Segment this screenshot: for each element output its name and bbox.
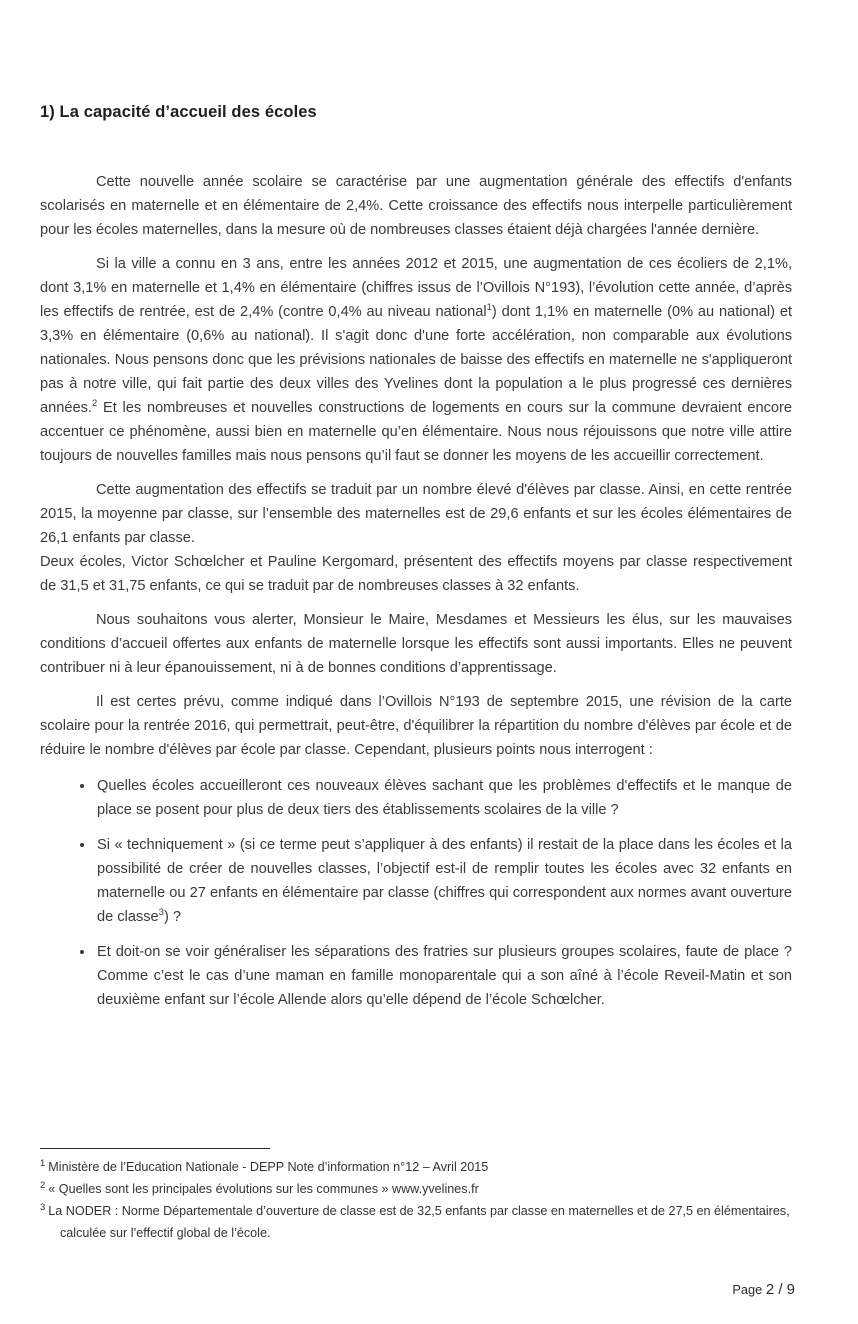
- page-number: [732, 1281, 795, 1299]
- paragraph-evolution-text-2: ) dont 1,1% en maternelle (0% au national) et 3,3% en élémentaire (0,6% au national). Il s'agit donc d'une forte accélération, non comparable aux évolutions nationales. Nous pensons donc que les prévisions nationales de baisse des effectifs en maternelle ne s'appliqueront pas à notre ville, qui fait partie des deux villes des Yvelines dont la population a le plus progressé ces dernières années.: [40, 304, 793, 416]
- footnote-ref-3: 3: [158, 907, 164, 918]
- footnote-separator: [40, 1148, 270, 1149]
- question-2-text-2: ) ?: [163, 909, 181, 925]
- paragraph-two-schools: Deux écoles, Victor Schœlcher et Pauline Kergomard, présentent des effectifs moyens par classe respectivement de 31,5 et 31,75 enfants, ce qui se traduit par de nombreuses classes à 32 enfants.: [40, 554, 792, 594]
- paragraph-class-average: Cette augmentation des effectifs se traduit par un nombre élevé d'élèves par classe. Ainsi, en cette rentrée 2015, la moyenne par classe, sur l’ensemble des maternelles est de 29,6 enfants et sur les écoles élémentaires de 26,1 enfants par classe.: [40, 482, 792, 546]
- document-body: [40, 103, 792, 1023]
- question-2-text-1: Si « techniquement » (si ce terme peut s’appliquer à des enfants) il restait de la place dans les écoles et la possibilité de créer de nouvelles classes, l’objectif est-il de remplir toutes les écoles avec 32 enfants en maternelle ou 27 enfants en élémentaire par classe (chiffres qui correspondent aux normes avant ouverture de classe: [97, 837, 792, 925]
- footnote-3: [40, 1200, 792, 1244]
- paragraph-evolution: [40, 252, 792, 468]
- footnotes-section: [40, 1148, 792, 1244]
- list-item-question-1: • Quelles écoles accueilleront ces nouveaux élèves sachant que les problèmes d'effectifs et le manque de place se posent pour plus de deux tiers des établissements scolaires de la ville ?: [95, 774, 792, 822]
- footnote-1-marker: 1: [40, 1158, 46, 1169]
- footnote-2-marker: 2: [40, 1180, 46, 1191]
- footnote-2: [40, 1178, 792, 1200]
- paragraph-carte-scolaire: Il est certes prévu, comme indiqué dans l’Ovillois N°193 de septembre 2015, une révision de la carte scolaire pour la rentrée 2016, qui permettrait, peut-être, d'équilibrer la répartition du nombre d'élèves par école et de réduire le nombre d'élèves par école par classe. Cependant, plusieurs points nous interrogent :: [40, 694, 792, 758]
- footnote-1: [40, 1156, 792, 1178]
- page-number-label: Page: [732, 1282, 766, 1297]
- page-number-value: 2 / 9: [765, 1281, 795, 1298]
- paragraph-intro: Cette nouvelle année scolaire se caractérise par une augmentation générale des effectifs d'enfants scolarisés en maternelle et en élémentaire de 2,4%. Cette croissance des effectifs nous interpelle particulièrement pour les écoles maternelles, dans la mesure où de nombreuses classes étaient déjà chargées l'année dernière.: [40, 174, 792, 238]
- footnote-3-text: La NODER : Norme Départementale d’ouverture de classe est de 32,5 enfants par classe en maternelles et de 27,5 en élémentaires, calculée sur l’effectif global de l’école.: [48, 1204, 790, 1240]
- paragraph-evolution-text-1: Si la ville a connu en 3 ans, entre les années 2012 et 2015, une augmentation de ces écoliers de 2,1%, dont 3,1% en maternelle et 1,4% en élémentaire (chiffres issus de l’Ovillois N°193), l’évolution cette année, d’après les effectifs de rentrée, est de 2,4% (contre 0,4% au niveau national: [40, 256, 792, 320]
- list-item-question-3: • Et doit-on se voir généraliser les séparations des fratries sur plusieurs groupes scolaires, faute de place ? Comme c’est le cas d’une maman en famille monoparentale qui a son aîné à l’école Reveil-Matin et son deuxième enfant sur l’école Allende alors qu’elle dépend de l’école Schœlcher.: [95, 940, 792, 1012]
- paragraph-evolution-text-3: Et les nombreuses et nouvelles constructions de logements en cours sur la commune devraient encore accentuer ce phénomène, aussi bien en maternelle qu’en élémentaire. Nous nous réjouissons que notre ville attire toujours de nouvelles familles mais nous pensons qu’il faut se donner les moyens de les accueillir correctement.: [40, 400, 792, 464]
- footnote-ref-2: 2: [91, 398, 98, 409]
- section-heading: 1) La capacité d’accueil des écoles: [40, 103, 317, 121]
- paragraph-alert: Nous souhaitons vous alerter, Monsieur le Maire, Mesdames et Messieurs les élus, sur les mauvaises conditions d’accueil offertes aux enfants de maternelle lorsque les effectifs sont aussi importants. Elles ne peuvent contribuer ni à leur épanouissement, ni à de bonnes conditions d’apprentissage.: [40, 612, 792, 676]
- footnote-3-marker: 3: [40, 1202, 46, 1213]
- list-item-question-2: [95, 833, 792, 929]
- footnote-2-text: « Quelles sont les principales évolutions sur les communes » www.yvelines.fr: [48, 1182, 479, 1196]
- questions-list: [40, 774, 792, 1012]
- footnote-ref-1: 1: [486, 302, 492, 313]
- footnote-1-text: Ministère de l’Education Nationale - DEPP Note d’information n°12 – Avril 2015: [48, 1160, 489, 1174]
